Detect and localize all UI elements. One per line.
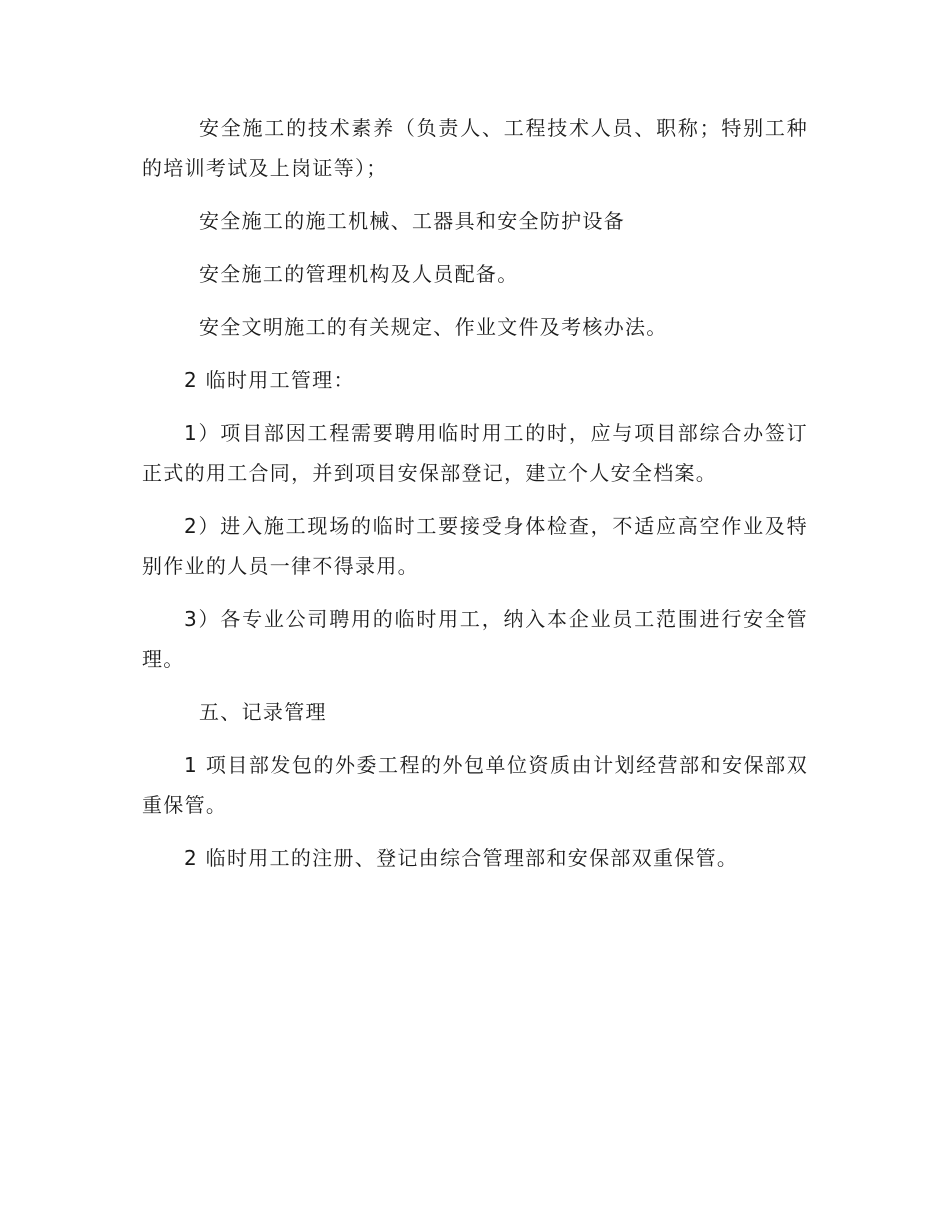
paragraph-labor-registration: 2 临时用工的注册、登记由综合管理部和安保部双重保管。 — [184, 846, 739, 870]
paragraph-subcontractor-labor: 3）各专业公司聘用的临时用工，纳入本企业员工范围进行安全管理。 — [142, 607, 808, 671]
paragraph-civilized-construction-rules: 安全文明施工的有关规定、作业文件及考核办法。 — [199, 315, 668, 339]
paragraph-temporary-labor-contract: 1）项目部因工程需要聘用临时用工的时，应与项目部综合办签订正式的用工合同，并到项目安保部登记，建立个人安全档案。 — [142, 421, 808, 485]
paragraph-construction-machinery: 安全施工的施工机械、工器具和安全防护设备 — [199, 209, 625, 233]
document-body — [142, 108, 808, 878]
paragraph-technical-qualification: 安全施工的技术素养（负责人、工程技术人员、职称；特别工种的培训考试及上岗证等）； — [142, 116, 808, 180]
section-heading-temporary-labor: 2 临时用工管理： — [184, 368, 355, 392]
paragraph-physical-examination: 2）进入施工现场的临时工要接受身体检查，不适应高空作业及特别作业的人员一律不得录用。 — [142, 514, 808, 578]
section-heading-record-management: 五、记录管理 — [199, 700, 327, 724]
paragraph-management-organization: 安全施工的管理机构及人员配备。 — [199, 262, 519, 286]
paragraph-outsourcing-qualification: 1 项目部发包的外委工程的外包单位资质由计划经营部和安保部双重保管。 — [142, 753, 808, 817]
